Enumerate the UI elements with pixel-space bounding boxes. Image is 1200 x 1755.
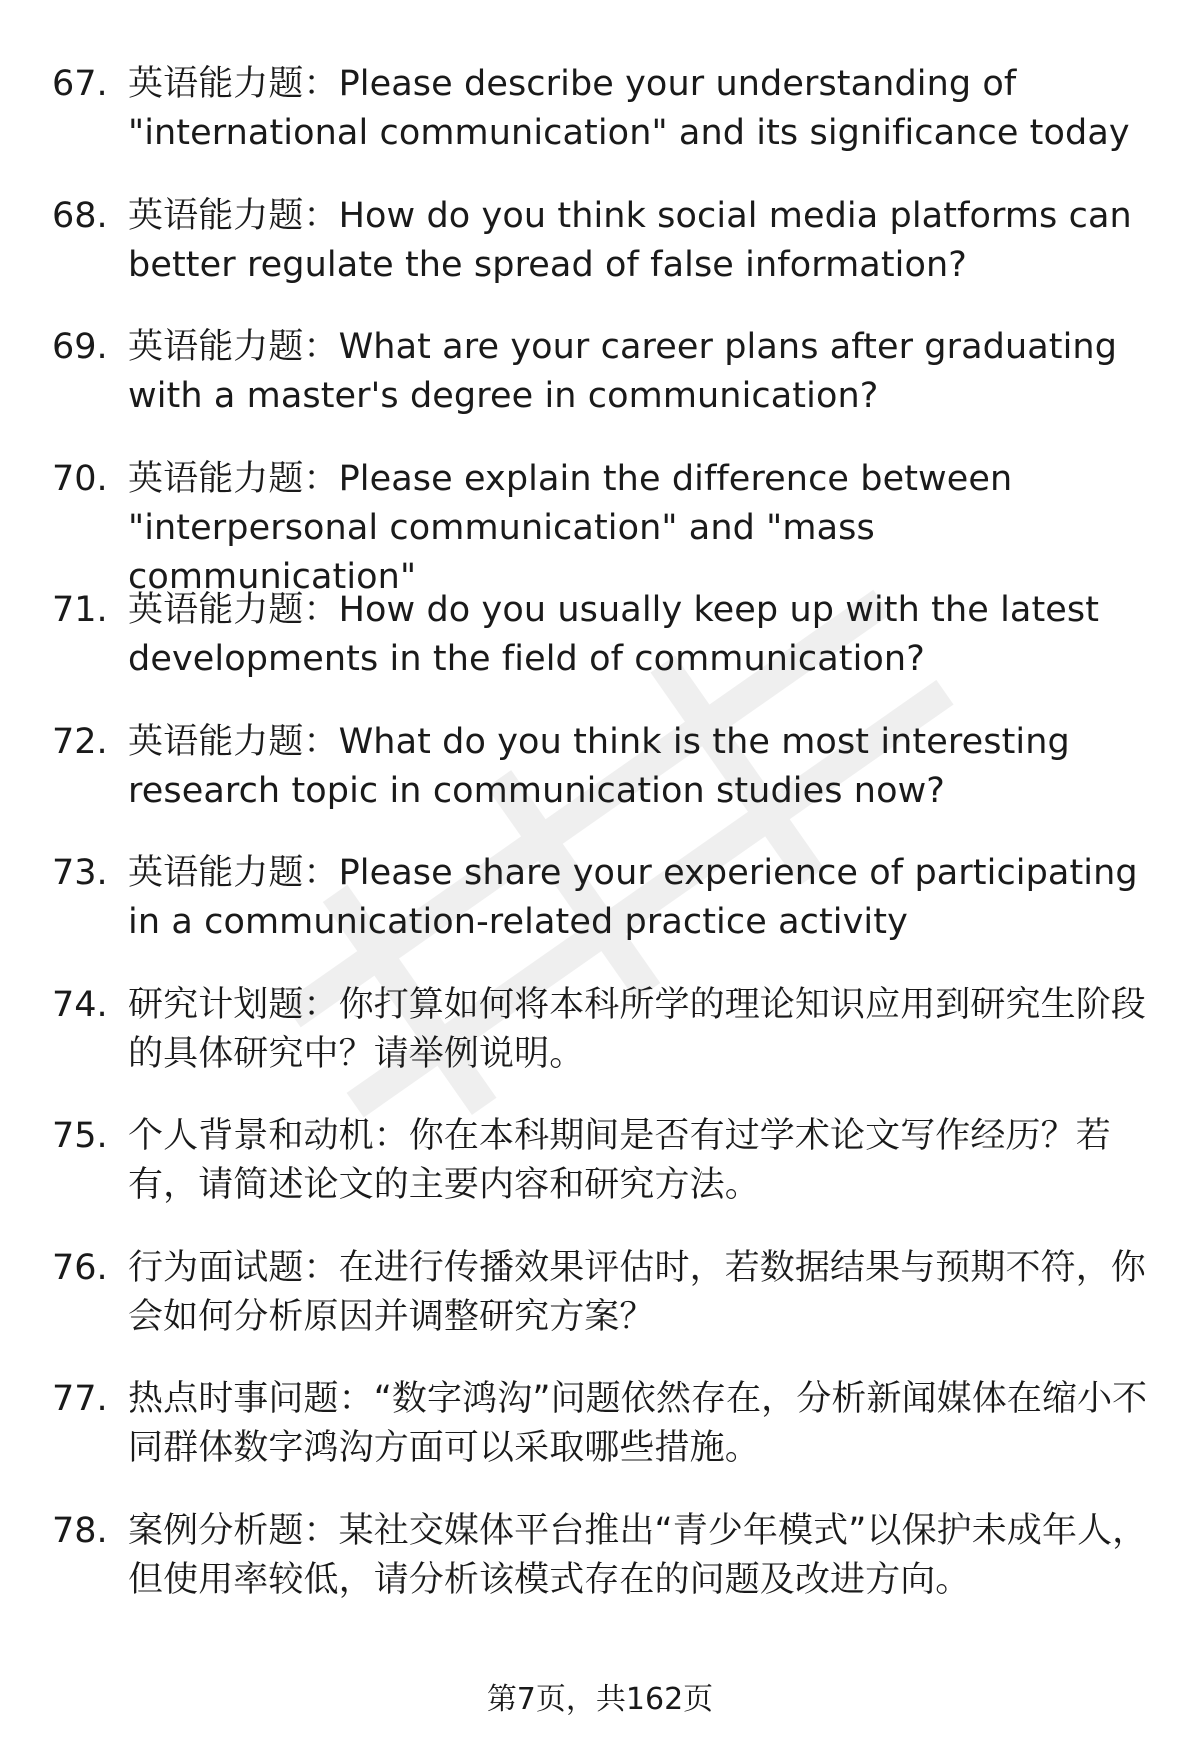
question-item (52, 1244, 1162, 1376)
question-item (52, 192, 1162, 324)
question-text: 案例分析题：某社交媒体平台推出“青少年模式”以保护未成年人，但使用率较低，请分析该模式存在的问题及改进方向。 (128, 1510, 1148, 1600)
question-number: 69. (52, 327, 108, 367)
question-text: 英语能力题：What do you think is the most interesting research topic in communication studies now? (128, 721, 1070, 811)
question-number: 68. (52, 195, 108, 236)
question-item (52, 981, 1162, 1113)
question-text: 研究计划题：你打算如何将本科所学的理论知识应用到研究生阶段的具体研究中？请举例说明。 (128, 984, 1146, 1074)
question-text: 英语能力题：Please describe your understanding of "international communication" and its significance today (128, 64, 1130, 153)
question-text: 英语能力题：How do you think social media platforms can better regulate the spread of false information? (128, 195, 1132, 285)
question-text: 英语能力题：What are your career plans after graduating with a master's degree in communication? (128, 327, 1118, 416)
question-number: 72. (52, 721, 108, 762)
question-number: 76. (52, 1247, 108, 1288)
question-number: 73. (52, 853, 108, 893)
question-item (52, 718, 1162, 850)
question-item (52, 60, 1162, 192)
question-number: 78. (52, 1510, 108, 1551)
question-text: 英语能力题：How do you usually keep up with the latest developments in the field of communication? (128, 590, 1100, 679)
page-number-footer: 第7页，共162页 (486, 1682, 714, 1717)
question-text: 热点时事问题：“数字鸿沟”问题依然存在，分析新闻媒体在缩小不同群体数字鸿沟方面可以采取哪些措施。 (128, 1379, 1148, 1468)
question-number: 77. (52, 1379, 108, 1419)
question-item (52, 323, 1162, 455)
question-list (52, 60, 1162, 1638)
question-number: 67. (52, 64, 108, 104)
question-item (52, 1507, 1162, 1639)
question-number: 71. (52, 590, 108, 630)
question-number: 70. (52, 458, 108, 499)
question-item (52, 1112, 1162, 1244)
question-item (52, 849, 1162, 981)
question-text: 个人背景和动机：你在本科期间是否有过学术论文写作经历？若有，请简述论文的主要内容和研究方法。 (128, 1116, 1111, 1205)
question-text: 英语能力题：Please explain the difference between "interpersonal communication" and "mass communication" (128, 458, 1013, 597)
question-number: 75. (52, 1116, 108, 1156)
question-item (52, 1375, 1162, 1507)
question-item (52, 586, 1162, 718)
question-number: 74. (52, 984, 108, 1025)
question-text: 行为面试题：在进行传播效果评估时，若数据结果与预期不符，你会如何分析原因并调整研究方案？ (128, 1247, 1146, 1337)
question-text: 英语能力题：Please share your experience of participating in a communication-related practice activity (128, 853, 1138, 942)
question-item (52, 455, 1162, 597)
